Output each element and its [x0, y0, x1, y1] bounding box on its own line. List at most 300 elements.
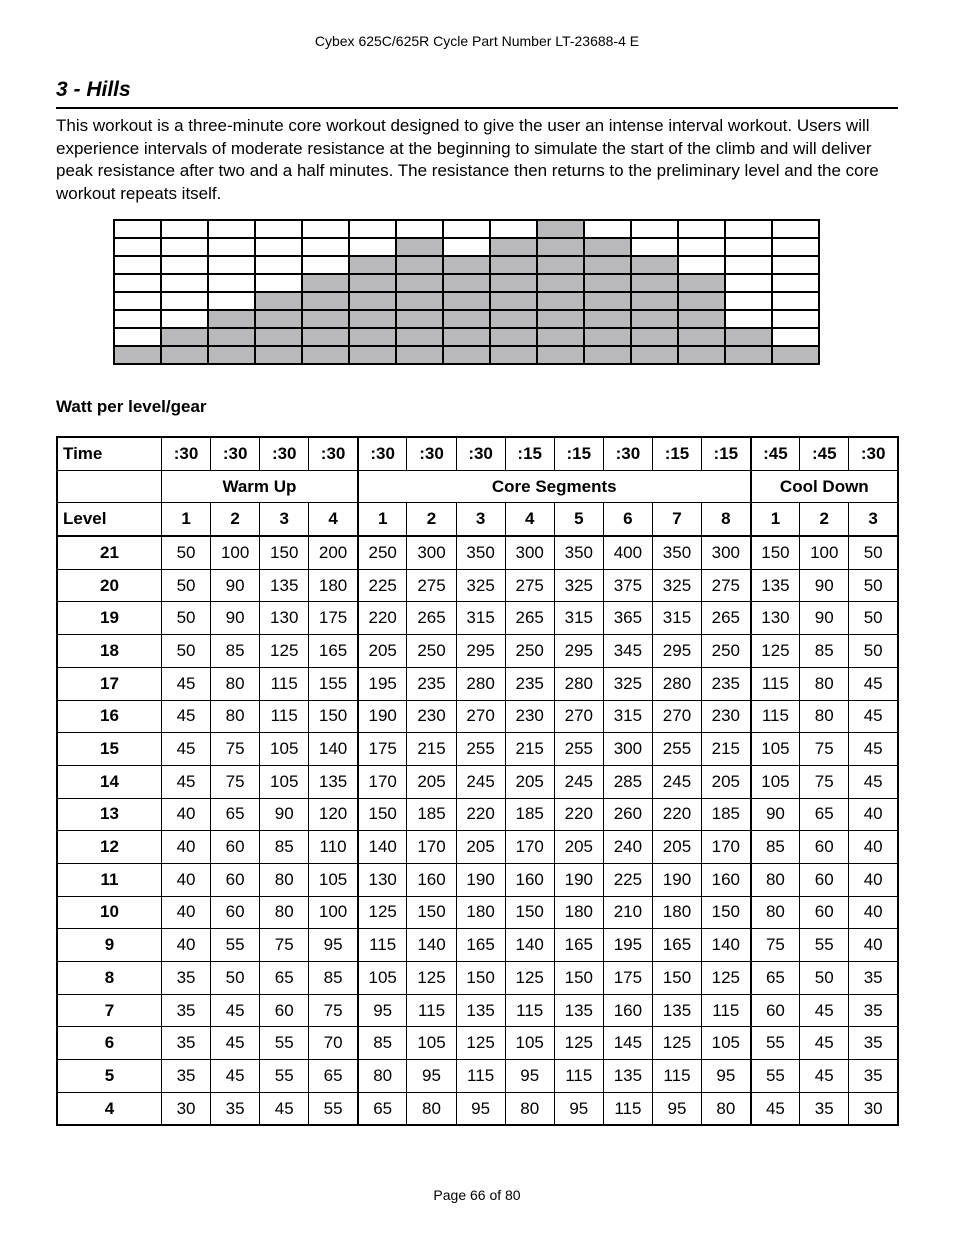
profile-cell	[208, 328, 255, 346]
watt-value: 140	[407, 929, 456, 962]
watt-value: 35	[849, 994, 898, 1027]
watt-value: 50	[849, 569, 898, 602]
profile-cell	[349, 346, 396, 364]
watt-value: 80	[751, 896, 800, 929]
profile-cell	[584, 328, 631, 346]
watt-value: 155	[309, 667, 358, 700]
watt-value: 280	[554, 667, 603, 700]
profile-cell	[772, 346, 819, 364]
profile-cell	[255, 274, 302, 292]
profile-cell	[255, 346, 302, 364]
watt-per-level-table	[56, 436, 899, 1126]
watt-value: 105	[358, 962, 407, 995]
profile-cell	[114, 220, 161, 238]
phase-header-blank	[57, 470, 162, 503]
watt-value: 80	[260, 896, 309, 929]
watt-value: 350	[456, 536, 505, 569]
profile-cell	[302, 346, 349, 364]
watt-value: 275	[505, 569, 554, 602]
phase-label: Core Segments	[358, 470, 751, 503]
segment-number: 3	[260, 503, 309, 536]
profile-cell	[631, 328, 678, 346]
watt-value: 45	[849, 700, 898, 733]
profile-cell	[208, 274, 255, 292]
watt-value: 150	[358, 798, 407, 831]
watt-value: 170	[505, 831, 554, 864]
watt-value: 160	[603, 994, 652, 1027]
profile-cell	[725, 238, 772, 256]
watt-value: 50	[800, 962, 849, 995]
time-cell: :15	[505, 437, 554, 470]
watt-value: 110	[309, 831, 358, 864]
watt-value: 100	[800, 536, 849, 569]
profile-cell	[490, 292, 537, 310]
profile-cell	[161, 310, 208, 328]
watt-value: 35	[162, 1060, 211, 1093]
watt-value: 115	[652, 1060, 701, 1093]
table-row	[57, 1060, 898, 1093]
watt-value: 150	[505, 896, 554, 929]
profile-cell	[302, 292, 349, 310]
watt-value: 235	[505, 667, 554, 700]
watt-value: 175	[358, 733, 407, 766]
watt-value: 90	[211, 602, 260, 635]
table-row	[57, 700, 898, 733]
watt-value: 60	[260, 994, 309, 1027]
watt-value: 80	[800, 667, 849, 700]
profile-row	[114, 328, 819, 346]
watt-value: 125	[652, 1027, 701, 1060]
watt-value: 265	[702, 602, 751, 635]
level-number: 21	[57, 536, 162, 569]
watt-value: 60	[211, 831, 260, 864]
segment-number: 8	[702, 503, 751, 536]
watt-value: 300	[702, 536, 751, 569]
watt-value: 190	[652, 863, 701, 896]
workout-profile-graphic	[113, 219, 820, 365]
profile-cell	[584, 292, 631, 310]
watt-value: 345	[603, 635, 652, 668]
watt-value: 170	[702, 831, 751, 864]
level-number: 18	[57, 635, 162, 668]
watt-value: 75	[211, 733, 260, 766]
profile-row	[114, 220, 819, 238]
table-row	[57, 831, 898, 864]
watt-value: 35	[849, 962, 898, 995]
watt-value: 40	[849, 863, 898, 896]
profile-cell	[161, 256, 208, 274]
table-row	[57, 536, 898, 569]
watt-value: 215	[505, 733, 554, 766]
profile-cell	[631, 346, 678, 364]
profile-cell	[443, 310, 490, 328]
profile-cell	[443, 274, 490, 292]
watt-value: 140	[505, 929, 554, 962]
profile-cell	[772, 238, 819, 256]
profile-cell	[631, 310, 678, 328]
watt-value: 105	[309, 863, 358, 896]
watt-value: 85	[800, 635, 849, 668]
watt-value: 45	[211, 1027, 260, 1060]
watt-value: 125	[505, 962, 554, 995]
watt-value: 215	[702, 733, 751, 766]
level-number: 4	[57, 1092, 162, 1125]
segment-number: 6	[603, 503, 652, 536]
profile-cell	[678, 292, 725, 310]
level-number: 8	[57, 962, 162, 995]
watt-value: 115	[751, 700, 800, 733]
profile-cell	[443, 346, 490, 364]
profile-cell	[255, 220, 302, 238]
watt-value: 115	[505, 994, 554, 1027]
profile-cell	[537, 274, 584, 292]
watt-value: 85	[309, 962, 358, 995]
level-number: 7	[57, 994, 162, 1027]
profile-cell	[208, 238, 255, 256]
watt-value: 75	[751, 929, 800, 962]
watt-value: 35	[162, 1027, 211, 1060]
profile-cell	[772, 220, 819, 238]
level-number: 5	[57, 1060, 162, 1093]
level-number: 17	[57, 667, 162, 700]
table-row	[57, 602, 898, 635]
watt-value: 125	[407, 962, 456, 995]
watt-value: 315	[456, 602, 505, 635]
table-row	[57, 733, 898, 766]
level-number: 19	[57, 602, 162, 635]
profile-cell	[255, 256, 302, 274]
watt-value: 55	[751, 1027, 800, 1060]
profile-cell	[443, 256, 490, 274]
section-title: 3 - Hills	[56, 78, 131, 101]
watt-value: 55	[751, 1060, 800, 1093]
profile-cell	[208, 256, 255, 274]
watt-value: 135	[751, 569, 800, 602]
time-cell: :15	[652, 437, 701, 470]
watt-value: 45	[162, 667, 211, 700]
watt-value: 45	[162, 765, 211, 798]
watt-value: 285	[603, 765, 652, 798]
watt-value: 220	[456, 798, 505, 831]
watt-value: 265	[407, 602, 456, 635]
time-row	[57, 437, 898, 470]
watt-value: 230	[407, 700, 456, 733]
watt-value: 45	[849, 765, 898, 798]
watt-value: 250	[407, 635, 456, 668]
table-row	[57, 929, 898, 962]
profile-cell	[302, 310, 349, 328]
profile-row	[114, 292, 819, 310]
watt-value: 115	[554, 1060, 603, 1093]
profile-cell	[725, 310, 772, 328]
profile-cell	[631, 274, 678, 292]
watt-value: 95	[652, 1092, 701, 1125]
watt-value: 105	[505, 1027, 554, 1060]
watt-value: 45	[751, 1092, 800, 1125]
watt-value: 105	[407, 1027, 456, 1060]
watt-value: 180	[309, 569, 358, 602]
watt-value: 135	[456, 994, 505, 1027]
watt-value: 125	[260, 635, 309, 668]
segment-number: 7	[652, 503, 701, 536]
watt-value: 40	[849, 798, 898, 831]
watt-value: 75	[800, 765, 849, 798]
watt-value: 80	[751, 863, 800, 896]
profile-cell	[725, 220, 772, 238]
table-row	[57, 896, 898, 929]
watt-value: 125	[456, 1027, 505, 1060]
watt-value: 135	[652, 994, 701, 1027]
watt-value: 125	[702, 962, 751, 995]
watt-value: 115	[702, 994, 751, 1027]
watt-value: 65	[260, 962, 309, 995]
watt-value: 205	[652, 831, 701, 864]
watt-value: 35	[849, 1027, 898, 1060]
watt-value: 150	[554, 962, 603, 995]
profile-row	[114, 256, 819, 274]
table-row	[57, 667, 898, 700]
watt-value: 350	[554, 536, 603, 569]
watt-value: 250	[505, 635, 554, 668]
segment-number: 1	[162, 503, 211, 536]
watt-value: 55	[211, 929, 260, 962]
profile-cell	[349, 310, 396, 328]
profile-cell	[490, 238, 537, 256]
watt-value: 270	[456, 700, 505, 733]
watt-value: 245	[652, 765, 701, 798]
watt-value: 40	[162, 831, 211, 864]
watt-value: 50	[162, 569, 211, 602]
watt-value: 200	[309, 536, 358, 569]
watt-value: 325	[554, 569, 603, 602]
watt-value: 275	[702, 569, 751, 602]
watt-value: 55	[309, 1092, 358, 1125]
profile-cell	[302, 238, 349, 256]
watt-value: 90	[751, 798, 800, 831]
profile-cell	[443, 328, 490, 346]
profile-cell	[396, 346, 443, 364]
watt-value: 195	[603, 929, 652, 962]
watt-value: 60	[800, 896, 849, 929]
profile-cell	[114, 310, 161, 328]
watt-value: 190	[358, 700, 407, 733]
watt-value: 75	[800, 733, 849, 766]
watt-value: 115	[407, 994, 456, 1027]
watt-value: 45	[162, 700, 211, 733]
watt-value: 35	[800, 1092, 849, 1125]
profile-cell	[537, 328, 584, 346]
watt-value: 95	[309, 929, 358, 962]
watt-value: 255	[652, 733, 701, 766]
watt-value: 235	[407, 667, 456, 700]
watt-value: 225	[603, 863, 652, 896]
level-number: 13	[57, 798, 162, 831]
watt-value: 160	[407, 863, 456, 896]
watt-value: 205	[505, 765, 554, 798]
profile-cell	[208, 310, 255, 328]
watt-value: 240	[603, 831, 652, 864]
profile-cell	[772, 292, 819, 310]
profile-cell	[208, 292, 255, 310]
watt-value: 45	[849, 733, 898, 766]
watt-value: 50	[849, 635, 898, 668]
profile-cell	[349, 274, 396, 292]
watt-value: 325	[456, 569, 505, 602]
watt-value: 205	[358, 635, 407, 668]
profile-cell	[490, 346, 537, 364]
watt-value: 275	[407, 569, 456, 602]
table-row	[57, 863, 898, 896]
profile-cell	[349, 292, 396, 310]
profile-cell	[537, 220, 584, 238]
watt-value: 265	[505, 602, 554, 635]
watt-value: 205	[456, 831, 505, 864]
time-cell: :45	[751, 437, 800, 470]
watt-value: 45	[211, 1060, 260, 1093]
watt-value: 150	[309, 700, 358, 733]
watt-value: 190	[554, 863, 603, 896]
table-row	[57, 962, 898, 995]
watt-value: 75	[309, 994, 358, 1027]
profile-cell	[161, 238, 208, 256]
profile-cell	[631, 238, 678, 256]
watt-value: 150	[260, 536, 309, 569]
watt-value: 60	[800, 831, 849, 864]
profile-cell	[678, 238, 725, 256]
watt-value: 165	[309, 635, 358, 668]
profile-cell	[396, 256, 443, 274]
profile-cell	[725, 292, 772, 310]
profile-cell	[772, 328, 819, 346]
watt-value: 140	[702, 929, 751, 962]
watt-value: 40	[162, 896, 211, 929]
watt-value: 50	[849, 602, 898, 635]
watt-value: 115	[603, 1092, 652, 1125]
watt-value: 45	[162, 733, 211, 766]
watt-value: 175	[309, 602, 358, 635]
level-number: 6	[57, 1027, 162, 1060]
level-number: 16	[57, 700, 162, 733]
watt-value: 205	[554, 831, 603, 864]
phase-row	[57, 470, 898, 503]
watt-value: 60	[211, 896, 260, 929]
watt-value: 180	[652, 896, 701, 929]
profile-cell	[678, 346, 725, 364]
watt-value: 195	[358, 667, 407, 700]
profile-cell	[161, 274, 208, 292]
time-cell: :45	[800, 437, 849, 470]
watt-value: 145	[603, 1027, 652, 1060]
profile-cell	[631, 256, 678, 274]
watt-value: 135	[309, 765, 358, 798]
time-cell: :30	[456, 437, 505, 470]
watt-value: 105	[751, 765, 800, 798]
watt-value: 60	[211, 863, 260, 896]
table-row	[57, 569, 898, 602]
watt-value: 235	[702, 667, 751, 700]
watt-value: 85	[358, 1027, 407, 1060]
profile-cell	[584, 310, 631, 328]
watt-value: 90	[260, 798, 309, 831]
segment-number: 5	[554, 503, 603, 536]
profile-cell	[443, 238, 490, 256]
watt-value: 115	[358, 929, 407, 962]
watt-value: 40	[849, 896, 898, 929]
time-cell: :15	[702, 437, 751, 470]
segment-number: 1	[358, 503, 407, 536]
profile-cell	[255, 238, 302, 256]
profile-cell	[255, 310, 302, 328]
watt-value: 245	[554, 765, 603, 798]
watt-value: 185	[407, 798, 456, 831]
watt-value: 300	[603, 733, 652, 766]
profile-cell	[678, 310, 725, 328]
watt-value: 45	[800, 1060, 849, 1093]
profile-cell	[537, 292, 584, 310]
profile-cell	[114, 274, 161, 292]
profile-cell	[584, 220, 631, 238]
watt-value: 95	[702, 1060, 751, 1093]
watt-value: 40	[849, 831, 898, 864]
profile-cell	[302, 328, 349, 346]
watt-value: 250	[702, 635, 751, 668]
watt-value: 45	[800, 1027, 849, 1060]
watt-value: 375	[603, 569, 652, 602]
profile-cell	[114, 256, 161, 274]
intro-paragraph: This workout is a three-minute core workout designed to give the user an intense interval workout. Users will experience intervals of moderate resistance at the beginning to simulate the start of the climb and will deliver peak resistance after two and a half minutes. The resistance then returns to the preliminary level and the core workout repeats itself.	[56, 116, 879, 203]
profile-cell	[349, 238, 396, 256]
profile-cell	[678, 328, 725, 346]
watt-value: 80	[702, 1092, 751, 1125]
watt-value: 225	[358, 569, 407, 602]
watt-value: 90	[800, 569, 849, 602]
table-row	[57, 1027, 898, 1060]
profile-cell	[302, 274, 349, 292]
page-header: Cybex 625C/625R Cycle Part Number LT-23688-4 E	[314, 33, 640, 49]
watt-value: 55	[260, 1060, 309, 1093]
watt-value: 105	[260, 765, 309, 798]
watt-value: 40	[849, 929, 898, 962]
profile-cell	[490, 328, 537, 346]
time-cell: :30	[407, 437, 456, 470]
watt-value: 315	[554, 602, 603, 635]
watt-value: 50	[849, 536, 898, 569]
watt-value: 125	[554, 1027, 603, 1060]
profile-cell	[396, 292, 443, 310]
segment-number: 2	[800, 503, 849, 536]
profile-cell	[114, 328, 161, 346]
watt-value: 120	[309, 798, 358, 831]
watt-value: 105	[260, 733, 309, 766]
watt-value: 115	[260, 700, 309, 733]
profile-cell	[349, 328, 396, 346]
profile-row	[114, 238, 819, 256]
profile-cell	[161, 328, 208, 346]
watt-value: 170	[407, 831, 456, 864]
watt-value: 50	[162, 602, 211, 635]
watt-value: 165	[456, 929, 505, 962]
time-cell: :15	[554, 437, 603, 470]
watt-value: 260	[603, 798, 652, 831]
table-row	[57, 635, 898, 668]
table-row	[57, 1092, 898, 1125]
watt-value: 185	[505, 798, 554, 831]
profile-cell	[537, 310, 584, 328]
watt-value: 220	[554, 798, 603, 831]
watt-value: 295	[554, 635, 603, 668]
profile-cell	[302, 220, 349, 238]
level-number: 14	[57, 765, 162, 798]
